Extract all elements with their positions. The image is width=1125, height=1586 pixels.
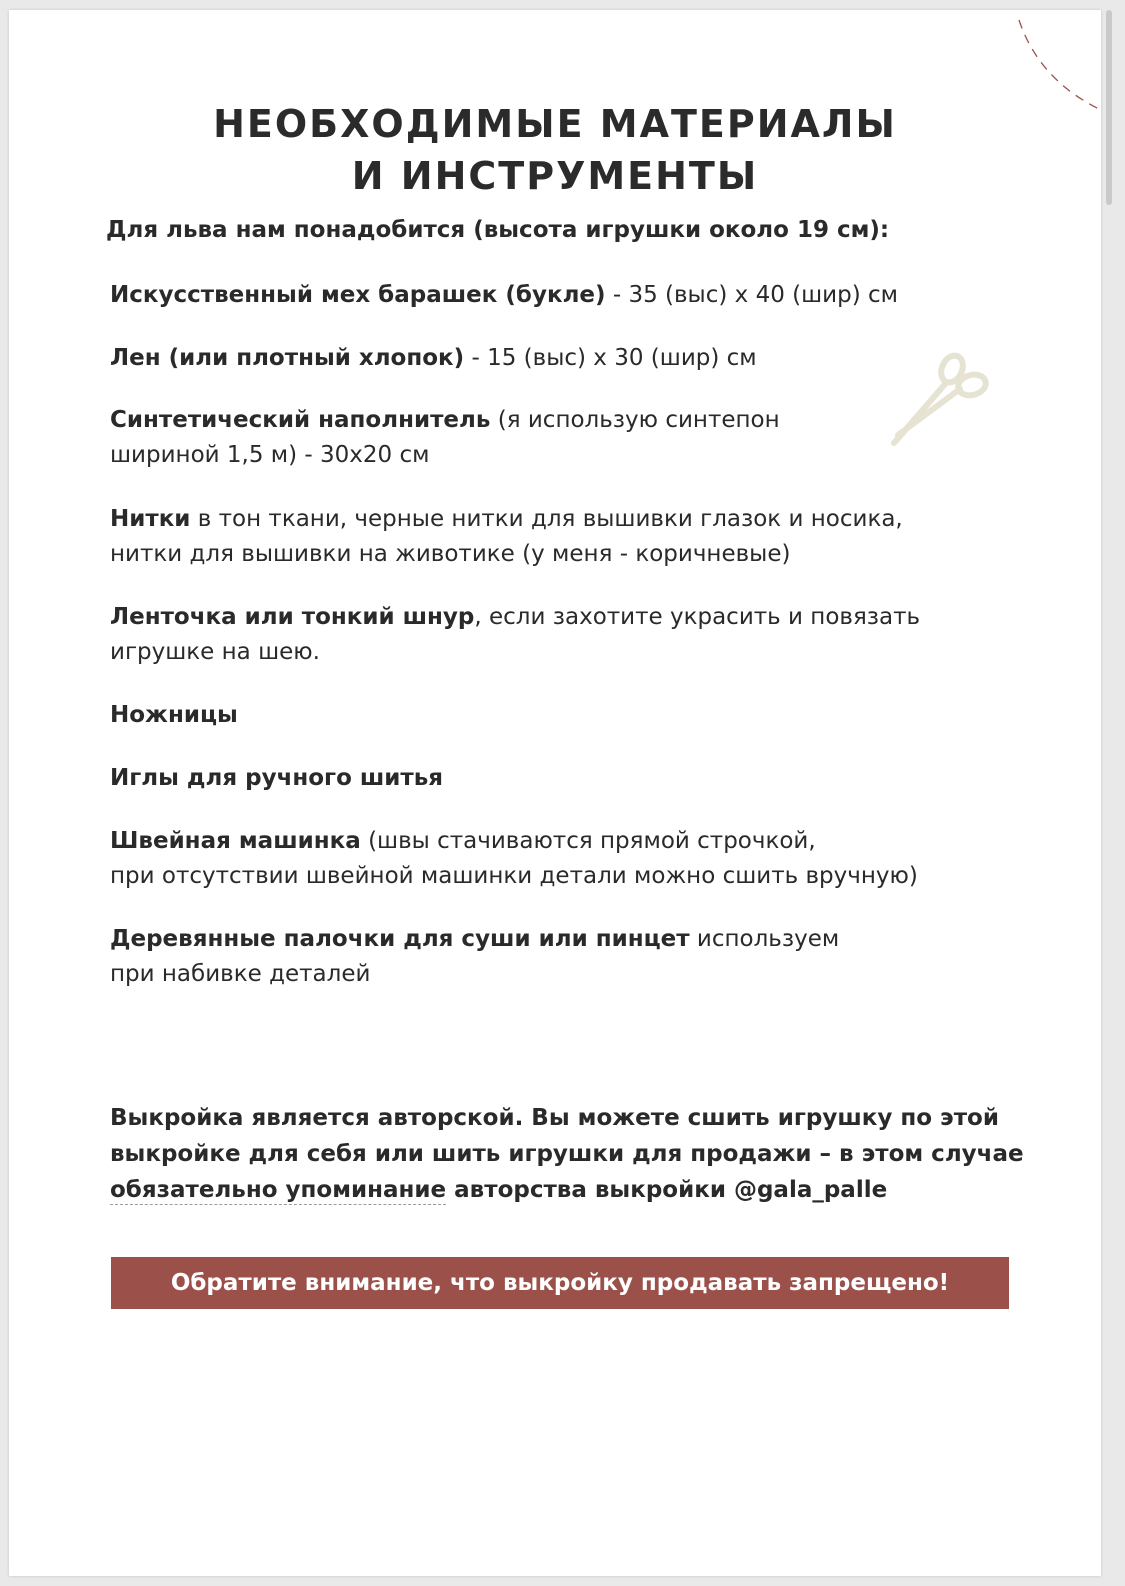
material-item bbox=[110, 341, 757, 376]
material-item bbox=[110, 600, 920, 670]
scissors-icon bbox=[884, 345, 994, 455]
material-detail: - 35 (выс) х 40 (шир) см bbox=[605, 282, 898, 308]
tool-item: Ножницы bbox=[110, 702, 238, 728]
tool-detail-line2: при отсутствии швейной машинки детали можно сшить вручную) bbox=[110, 863, 918, 889]
material-name: Лен (или плотный хлопок) bbox=[110, 345, 465, 371]
page-title-line1: НЕОБХОДИМЫЕ МАТЕРИАЛЫ bbox=[213, 102, 897, 146]
copyright-notice bbox=[110, 1100, 1024, 1208]
material-name: Синтетический наполнитель bbox=[110, 407, 491, 433]
material-name: Нитки bbox=[110, 506, 191, 532]
warning-banner: Обратите внимание, что выкройку продавать запрещено! bbox=[111, 1257, 1009, 1309]
tool-item bbox=[110, 922, 839, 992]
material-detail-line2: шириной 1,5 м) - 30х20 см bbox=[110, 442, 430, 468]
scrollbar-thumb[interactable] bbox=[1106, 10, 1112, 205]
tool-name: Деревянные палочки для суши или пинцет bbox=[110, 926, 690, 952]
tool-name: Швейная машинка bbox=[110, 828, 361, 854]
notice-line: выкройке для себя или шить игрушки для продажи – в этом случае bbox=[110, 1141, 1024, 1167]
material-detail: в тон ткани, черные нитки для вышивки глазок и носика, bbox=[190, 506, 903, 532]
material-name: Ленточка или тонкий шнур bbox=[110, 604, 475, 630]
dashed-underline bbox=[110, 1204, 446, 1205]
material-item bbox=[110, 278, 898, 313]
document-page bbox=[9, 10, 1101, 1576]
scrollbar[interactable] bbox=[1104, 10, 1114, 1576]
tool-detail-line2: при набивке деталей bbox=[110, 961, 371, 987]
page-title bbox=[9, 98, 1101, 202]
intro-text: Для льва нам понадобится (высота игрушки около 19 см): bbox=[106, 217, 890, 243]
page-title-line2: И ИНСТРУМЕНТЫ bbox=[351, 154, 759, 198]
material-item bbox=[110, 403, 780, 473]
notice-line: обязательно упоминание авторства выкройки @gala_palle bbox=[110, 1177, 888, 1203]
tool-detail: (швы стачиваются прямой строчкой, bbox=[360, 828, 816, 854]
tool-item: Иглы для ручного шитья bbox=[110, 765, 444, 791]
material-detail-line2: нитки для вышивки на животике (у меня - коричневые) bbox=[110, 541, 791, 567]
notice-line: Выкройка является авторской. Вы можете сшить игрушку по этой bbox=[110, 1105, 999, 1131]
tool-item bbox=[110, 824, 918, 894]
material-item bbox=[110, 502, 903, 572]
material-detail: - 15 (выс) х 30 (шир) см bbox=[464, 345, 757, 371]
material-detail-line2: игрушке на шею. bbox=[110, 639, 320, 665]
material-detail: , если захотите украсить и повязать bbox=[474, 604, 921, 630]
tool-detail: используем bbox=[689, 926, 840, 952]
material-detail: (я использую синтепон bbox=[490, 407, 780, 433]
material-name: Искусственный мех барашек (букле) bbox=[110, 282, 606, 308]
